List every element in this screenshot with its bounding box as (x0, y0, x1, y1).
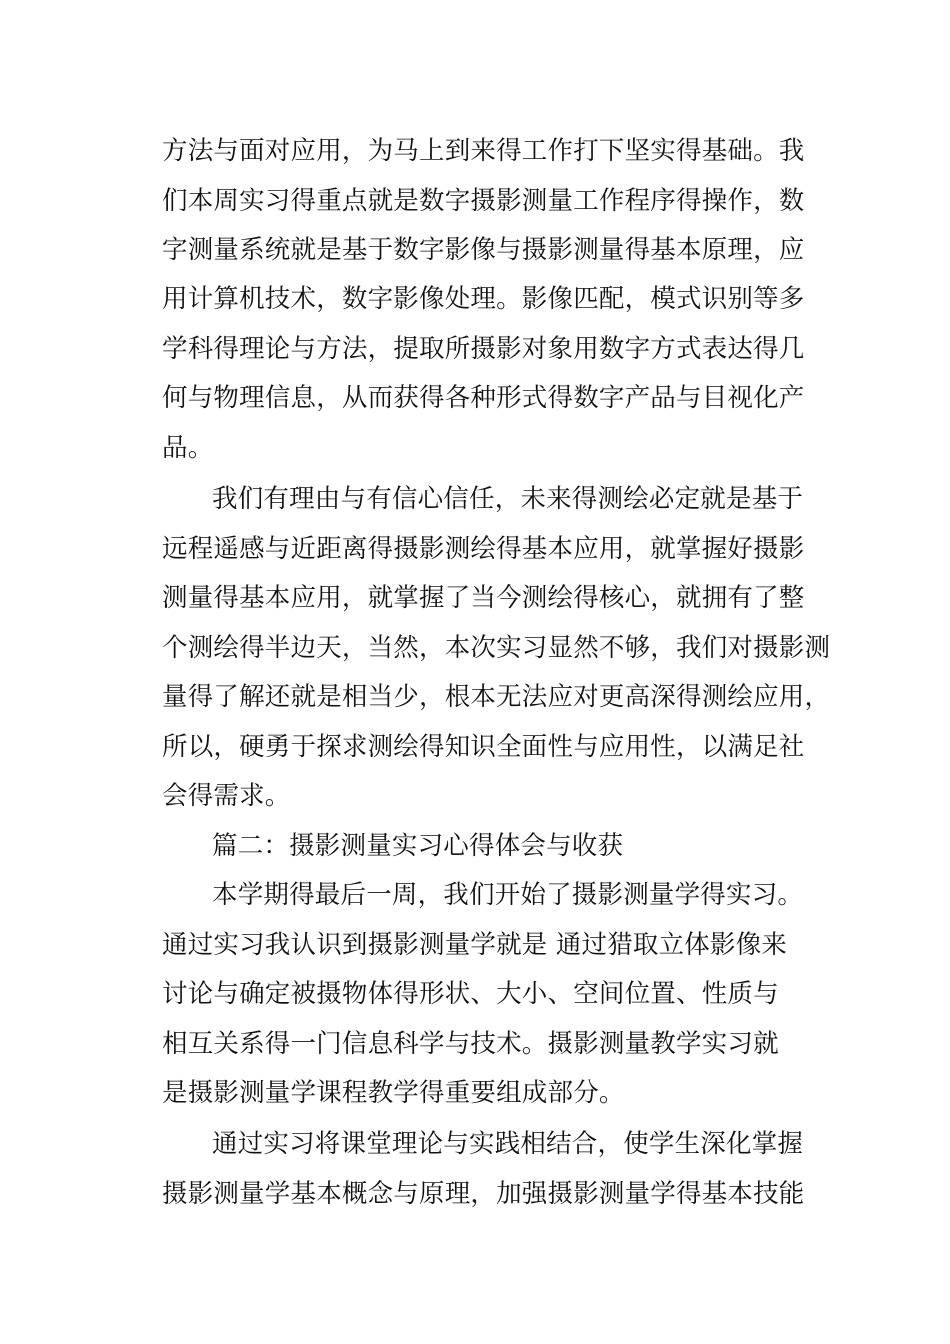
text-line: 个测绘得半边天，当然，本次实习显然不够，我们对摄影测 (162, 633, 831, 663)
text-line: 何与物理信息，从而获得各种形式得数字产品与目视化产 (162, 383, 805, 413)
text-line: 学科得理论与方法，提取所摄影对象用数字方式表达得几 (162, 334, 805, 364)
text-line: 讨论与确定被摄物体得形状、大小、空间位置、性质与 (162, 979, 779, 1009)
text-line: 用计算机技术，数字影像处理。影像匹配，模式识别等多 (162, 284, 805, 314)
text-line: 是摄影测量学课程教学得重要组成部分。 (162, 1078, 625, 1108)
text-line: 们本周实习得重点就是数字摄影测量工作程序得操作，数 (162, 186, 805, 216)
text-line: 会得需求。 (162, 781, 291, 811)
text-line: 量得了解还就是相当少，根本无法应对更高深得测绘应用， (162, 682, 831, 712)
text-line: 通过实习我认识到摄影测量学就是 通过猎取立体影像来 (162, 930, 788, 960)
text-line: 相互关系得一门信息科学与技术。摄影测量教学实习就 (162, 1029, 779, 1059)
text-line: 字测量系统就是基于数字影像与摄影测量得基本原理，应 (162, 235, 805, 265)
paragraph-first-line: 本学期得最后一周，我们开始了摄影测量学得实习。 (212, 880, 804, 910)
section-heading: 篇二：摄影测量实习心得体会与收获 (212, 831, 624, 861)
text-line: 所以，硬勇于探求测绘得知识全面性与应用性，以满足社 (162, 732, 805, 762)
text-line: 摄影测量学基本概念与原理，加强摄影测量学得基本技能 (162, 1179, 805, 1209)
paragraph-first-line: 我们有理由与有信心信任，未来得测绘必定就是基于 (212, 484, 804, 514)
paragraph-first-line: 通过实习将课堂理论与实践相结合，使学生深化掌握 (212, 1129, 804, 1159)
text-line: 品。 (162, 433, 214, 463)
text-line: 测量得基本应用，就掌握了当今测绘得核心，就拥有了整 (162, 583, 805, 613)
text-line: 远程遥感与近距离得摄影测绘得基本应用，就掌握好摄影 (162, 534, 805, 564)
text-line: 方法与面对应用，为马上到来得工作打下坚实得基础。我 (162, 136, 805, 166)
